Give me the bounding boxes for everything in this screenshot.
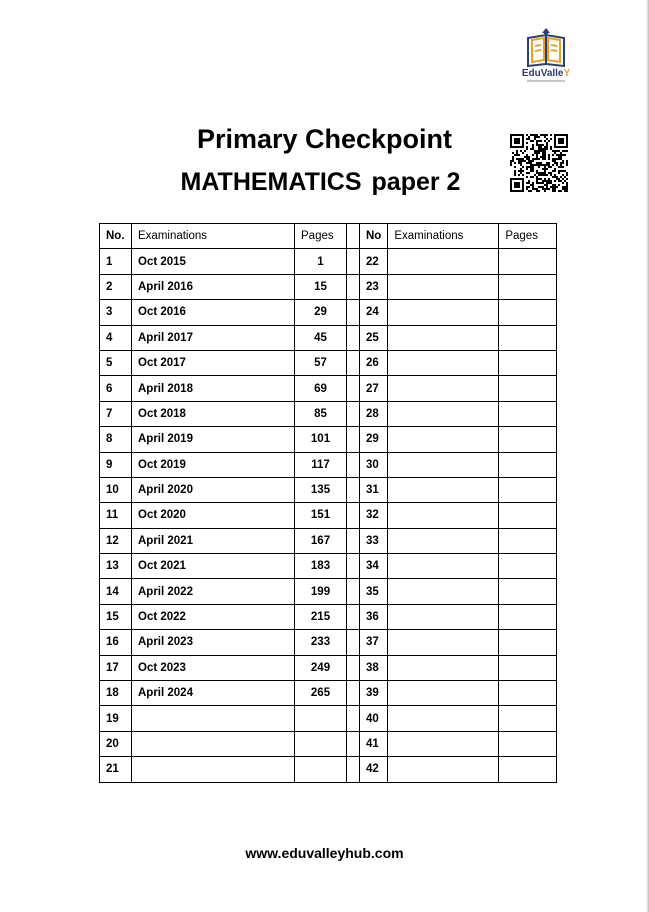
row-pages: 151 [295, 503, 347, 528]
header-pages: Pages [295, 224, 347, 249]
table-row [100, 427, 557, 452]
row-separator [347, 554, 360, 579]
row-separator [347, 503, 360, 528]
table-row [100, 528, 557, 553]
row-pages: 233 [295, 630, 347, 655]
table-row [100, 579, 557, 604]
row-examination-2 [388, 401, 499, 426]
row-examination: April 2023 [132, 630, 295, 655]
row-pages-2 [499, 401, 557, 426]
row-no: 1 [100, 249, 132, 274]
table-header-row [100, 224, 557, 249]
row-no-2: 38 [360, 655, 388, 680]
row-pages-2 [499, 579, 557, 604]
row-examination: Oct 2022 [132, 604, 295, 629]
row-examination-2 [388, 757, 499, 782]
row-separator [347, 274, 360, 299]
table-row [100, 630, 557, 655]
row-separator [347, 350, 360, 375]
row-no: 15 [100, 604, 132, 629]
row-examination-2 [388, 706, 499, 731]
row-examination: Oct 2021 [132, 554, 295, 579]
row-examination-2 [388, 249, 499, 274]
row-no: 3 [100, 300, 132, 325]
row-examination [132, 706, 295, 731]
row-examination-2 [388, 554, 499, 579]
row-separator [347, 731, 360, 756]
row-no: 5 [100, 350, 132, 375]
row-no-2: 40 [360, 706, 388, 731]
row-separator [347, 579, 360, 604]
table-row [100, 681, 557, 706]
row-no: 12 [100, 528, 132, 553]
row-separator [347, 249, 360, 274]
row-examination: Oct 2017 [132, 350, 295, 375]
row-examination-2 [388, 325, 499, 350]
row-pages-2 [499, 554, 557, 579]
row-separator [347, 325, 360, 350]
row-no-2: 24 [360, 300, 388, 325]
row-pages: 265 [295, 681, 347, 706]
row-pages [295, 731, 347, 756]
book-logo-icon [526, 26, 566, 68]
table-row [100, 706, 557, 731]
row-pages-2 [499, 655, 557, 680]
row-examination [132, 731, 295, 756]
row-pages: 57 [295, 350, 347, 375]
row-examination: April 2020 [132, 477, 295, 502]
row-examination-2 [388, 477, 499, 502]
row-no-2: 39 [360, 681, 388, 706]
table-row [100, 249, 557, 274]
row-separator [347, 401, 360, 426]
row-examination-2 [388, 681, 499, 706]
header-examinations: Examinations [132, 224, 295, 249]
eduvalley-logo [518, 26, 574, 90]
row-no-2: 32 [360, 503, 388, 528]
row-examination-2 [388, 604, 499, 629]
row-pages-2 [499, 376, 557, 401]
row-no: 10 [100, 477, 132, 502]
row-no: 19 [100, 706, 132, 731]
row-no-2: 26 [360, 350, 388, 375]
table-body [100, 249, 557, 782]
row-no-2: 35 [360, 579, 388, 604]
row-no: 16 [100, 630, 132, 655]
document-subtitle: MATHEMATICS paper 2 [180, 168, 461, 196]
contents-table [99, 223, 557, 783]
header-pages-2: Pages [499, 224, 557, 249]
row-no-2: 29 [360, 427, 388, 452]
table-row [100, 731, 557, 756]
row-separator [347, 300, 360, 325]
row-pages-2 [499, 325, 557, 350]
table-row [100, 401, 557, 426]
header-no-2: No [360, 224, 388, 249]
row-pages: 167 [295, 528, 347, 553]
table-row [100, 503, 557, 528]
row-no-2: 33 [360, 528, 388, 553]
row-separator [347, 528, 360, 553]
header-examinations-2: Examinations [388, 224, 499, 249]
row-no: 21 [100, 757, 132, 782]
table-row [100, 274, 557, 299]
row-no: 11 [100, 503, 132, 528]
row-pages: 199 [295, 579, 347, 604]
table-row [100, 554, 557, 579]
row-no: 7 [100, 401, 132, 426]
row-pages-2 [499, 630, 557, 655]
row-no-2: 22 [360, 249, 388, 274]
table-row [100, 655, 557, 680]
row-separator [347, 706, 360, 731]
row-pages-2 [499, 757, 557, 782]
row-examination-2 [388, 630, 499, 655]
row-pages: 135 [295, 477, 347, 502]
row-pages-2 [499, 706, 557, 731]
row-no-2: 36 [360, 604, 388, 629]
row-pages: 183 [295, 554, 347, 579]
row-pages: 69 [295, 376, 347, 401]
row-pages-2 [499, 477, 557, 502]
row-examination: April 2019 [132, 427, 295, 452]
table-row [100, 452, 557, 477]
row-pages: 85 [295, 401, 347, 426]
row-no-2: 30 [360, 452, 388, 477]
row-examination: Oct 2015 [132, 249, 295, 274]
row-pages-2 [499, 528, 557, 553]
row-no: 6 [100, 376, 132, 401]
row-separator [347, 376, 360, 401]
table-row [100, 350, 557, 375]
row-examination: April 2022 [132, 579, 295, 604]
row-separator [347, 655, 360, 680]
row-examination: April 2017 [132, 325, 295, 350]
row-no-2: 34 [360, 554, 388, 579]
footer-website: www.eduvalleyhub.com [245, 845, 404, 861]
row-no: 14 [100, 579, 132, 604]
row-examination-2 [388, 376, 499, 401]
row-pages-2 [499, 503, 557, 528]
row-pages-2 [499, 452, 557, 477]
table-row [100, 376, 557, 401]
row-examination: April 2021 [132, 528, 295, 553]
row-pages-2 [499, 350, 557, 375]
row-examination-2 [388, 731, 499, 756]
row-examination-2 [388, 579, 499, 604]
row-examination: Oct 2016 [132, 300, 295, 325]
row-no: 2 [100, 274, 132, 299]
row-separator [347, 477, 360, 502]
row-no-2: 41 [360, 731, 388, 756]
row-examination-2 [388, 350, 499, 375]
table-row [100, 300, 557, 325]
logo-brand-text: EduValleY [521, 68, 571, 79]
row-pages-2 [499, 249, 557, 274]
document-title: Primary Checkpoint [196, 124, 453, 154]
row-examination: Oct 2018 [132, 401, 295, 426]
table-row [100, 477, 557, 502]
row-separator [347, 452, 360, 477]
row-no: 17 [100, 655, 132, 680]
row-pages [295, 706, 347, 731]
row-pages-2 [499, 427, 557, 452]
row-no-2: 31 [360, 477, 388, 502]
table-row [100, 604, 557, 629]
row-examination-2 [388, 528, 499, 553]
row-separator [347, 757, 360, 782]
row-pages: 101 [295, 427, 347, 452]
row-examination [132, 757, 295, 782]
column-separator [347, 224, 360, 249]
row-examination-2 [388, 503, 499, 528]
row-pages: 45 [295, 325, 347, 350]
row-examination: Oct 2019 [132, 452, 295, 477]
row-examination: April 2016 [132, 274, 295, 299]
row-pages-2 [499, 681, 557, 706]
row-separator [347, 427, 360, 452]
header-no: No. [100, 224, 132, 249]
row-examination-2 [388, 427, 499, 452]
row-pages-2 [499, 604, 557, 629]
logo-tagline-line [527, 80, 565, 82]
row-examination-2 [388, 452, 499, 477]
row-no-2: 25 [360, 325, 388, 350]
row-no-2: 28 [360, 401, 388, 426]
row-separator [347, 630, 360, 655]
row-no: 9 [100, 452, 132, 477]
row-examination: April 2018 [132, 376, 295, 401]
row-pages: 1 [295, 249, 347, 274]
row-no-2: 27 [360, 376, 388, 401]
row-examination: Oct 2023 [132, 655, 295, 680]
row-pages: 215 [295, 604, 347, 629]
row-pages: 249 [295, 655, 347, 680]
row-no-2: 42 [360, 757, 388, 782]
row-pages: 117 [295, 452, 347, 477]
qr-code-icon [510, 134, 568, 192]
row-examination: Oct 2020 [132, 503, 295, 528]
row-pages-2 [499, 731, 557, 756]
row-no: 4 [100, 325, 132, 350]
table-row [100, 757, 557, 782]
row-pages-2 [499, 274, 557, 299]
row-separator [347, 604, 360, 629]
row-separator [347, 681, 360, 706]
row-pages-2 [499, 300, 557, 325]
row-examination-2 [388, 300, 499, 325]
row-examination: April 2024 [132, 681, 295, 706]
row-no-2: 37 [360, 630, 388, 655]
row-no: 20 [100, 731, 132, 756]
table-row [100, 325, 557, 350]
row-pages: 29 [295, 300, 347, 325]
row-pages [295, 757, 347, 782]
row-no-2: 23 [360, 274, 388, 299]
row-no: 8 [100, 427, 132, 452]
row-examination-2 [388, 655, 499, 680]
row-examination-2 [388, 274, 499, 299]
row-no: 13 [100, 554, 132, 579]
row-pages: 15 [295, 274, 347, 299]
row-no: 18 [100, 681, 132, 706]
